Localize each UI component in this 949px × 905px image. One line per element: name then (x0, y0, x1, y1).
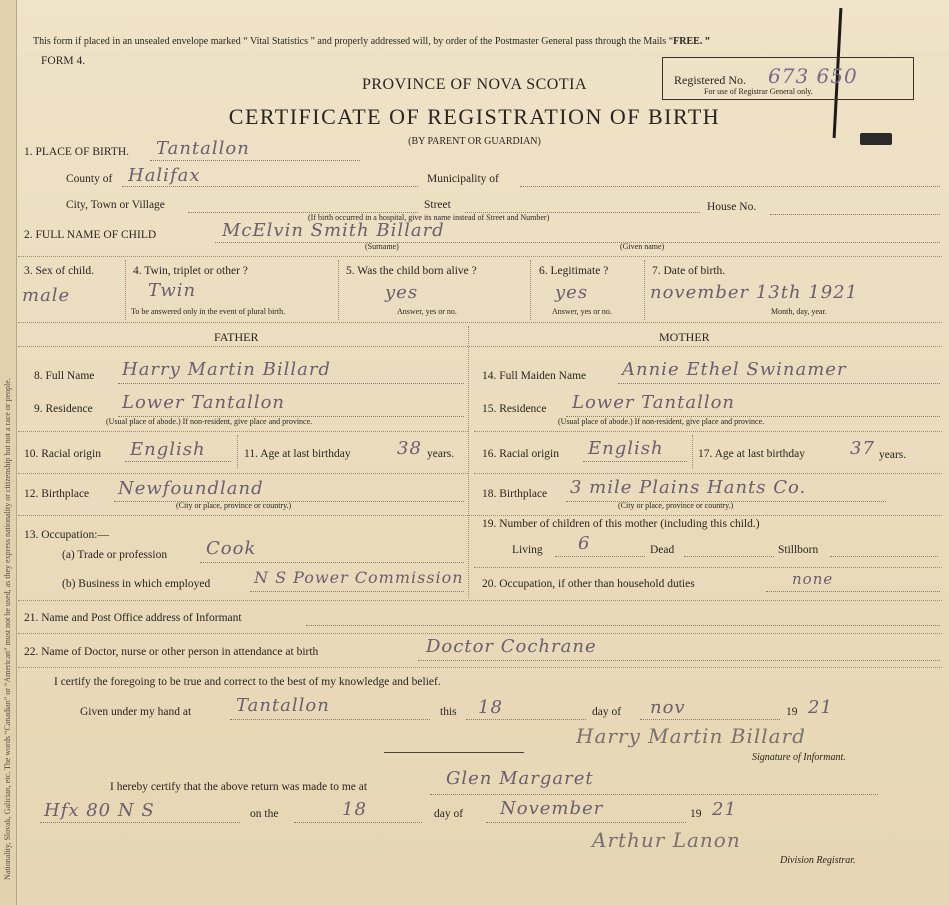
free-label: FREE. ” (673, 36, 710, 47)
form-number: FORM 4. (41, 55, 86, 67)
row-divider (18, 256, 942, 257)
father-racial-line (125, 461, 231, 462)
row-divider (18, 473, 468, 474)
mother-residence-note: (Usual place of abode.) If non-resident, give place and province. (558, 417, 765, 426)
business-line (250, 591, 464, 592)
alive-value: yes (385, 282, 419, 303)
father-birthplace-note: (City or place, province or country.) (176, 501, 292, 510)
certificate-subtitle: (BY PARENT OR GUARDIAN) (408, 136, 541, 147)
mother-occupation-value: none (792, 570, 834, 588)
doctor-value: Doctor Cochrane (426, 636, 597, 657)
trade-label: (a) Trade or profession (62, 549, 168, 561)
registration-ref: Hfx 80 N S (44, 800, 155, 821)
given-month-value: nov (650, 697, 686, 718)
alive-note: Answer, yes or no. (397, 307, 457, 316)
given-name-note: (Given name) (620, 242, 665, 251)
municipality-line (520, 186, 940, 187)
row-divider (474, 473, 942, 474)
on-the-label: on the (250, 808, 279, 820)
this-label: this (440, 706, 457, 718)
father-residence-value: Lower Tantallon (122, 392, 286, 413)
legitimate-label: 6. Legitimate ? (539, 265, 609, 277)
row-divider (18, 600, 942, 601)
registration-year-value: 21 (712, 799, 737, 820)
given-month-line (640, 719, 780, 720)
row-divider (474, 567, 942, 568)
dead-label: Dead (650, 544, 675, 556)
twin-note: To be answered only in the event of plural birth. (131, 307, 286, 316)
dob-label: 7. Date of birth. (652, 265, 726, 277)
informant-line (306, 625, 940, 626)
mother-occupation-label: 20. Occupation, if other than household duties (482, 578, 695, 590)
living-value: 6 (578, 533, 591, 554)
registration-month-line (486, 822, 686, 823)
county-value: Halifax (128, 165, 201, 186)
registered-label: Registered No. (674, 73, 746, 87)
given-year-value: 21 (808, 697, 833, 718)
given-day-value: 18 (478, 697, 503, 718)
living-line (555, 556, 645, 557)
doctor-line (418, 660, 940, 661)
given-place-line (230, 719, 430, 720)
father-name-line (118, 383, 464, 384)
mother-racial-line (583, 461, 687, 462)
year-prefix: 19 (786, 706, 798, 718)
row-divider (474, 431, 942, 432)
dob-value: november 13th 1921 (650, 282, 859, 303)
mother-age-label: 17. Age at last birthday (698, 448, 805, 460)
signature-line (384, 752, 524, 753)
father-racial-value: English (130, 439, 206, 460)
twin-value: Twin (148, 280, 197, 301)
col-divider (692, 435, 693, 469)
father-name-label: 8. Full Name (34, 370, 95, 382)
legitimate-value: yes (555, 282, 589, 303)
registration-day-line (294, 822, 422, 823)
trade-line (200, 562, 464, 563)
mother-name-label: 14. Full Maiden Name (482, 370, 587, 382)
registrar-place-value: Glen Margaret (446, 768, 594, 789)
row-divider (18, 431, 468, 432)
row-divider (18, 515, 942, 516)
mother-name-line (618, 383, 940, 384)
certify-statement: I certify the foregoing to be true and correct to the best of my knowledge and belief. (54, 676, 441, 688)
trade-value: Cook (206, 538, 257, 559)
day-of-label: day of (592, 706, 622, 718)
county-label: County of (66, 173, 113, 185)
registration-ref-line (40, 822, 240, 823)
father-residence-label: 9. Residence (34, 403, 93, 415)
county-line (122, 186, 418, 187)
stamp-mark (860, 133, 892, 145)
mother-name-value: Annie Ethel Swinamer (622, 359, 847, 380)
hospital-note: (If birth occurred in a hospital, give its name instead of Street and Number) (308, 213, 550, 222)
col-divider (125, 260, 126, 320)
child-name-value: McElvin Smith Billard (222, 220, 445, 241)
given-day-line (466, 719, 586, 720)
row-divider (18, 667, 942, 668)
registered-number: 673 650 (768, 64, 858, 88)
children-label: 19. Number of children of this mother (including this child.) (482, 518, 760, 530)
alive-label: 5. Was the child born alive ? (346, 265, 477, 277)
mother-racial-value: English (588, 438, 664, 459)
surname-note: (Surname) (365, 242, 399, 251)
father-age-label: 11. Age at last birthday (244, 448, 351, 460)
row-divider (18, 633, 942, 634)
mother-birthplace-label: 18. Birthplace (482, 488, 548, 500)
living-label: Living (512, 544, 543, 556)
dead-line (684, 556, 774, 557)
signature-label: Signature of Informant. (752, 752, 846, 763)
twin-label: 4. Twin, triplet or other ? (133, 265, 248, 277)
mother-birthplace-note: (City or place, province or country.) (618, 501, 734, 510)
place-line (150, 160, 360, 161)
registrar-statement: I hereby certify that the above return was made to me at (110, 781, 368, 793)
father-birthplace-value: Newfoundland (118, 478, 264, 499)
sex-value: male (22, 285, 71, 306)
parents-divider (468, 326, 469, 598)
father-birthplace-label: 12. Birthplace (24, 488, 90, 500)
given-label: Given under my hand at (80, 706, 192, 718)
father-racial-label: 10. Racial origin (24, 448, 101, 460)
stillborn-label: Stillborn (778, 544, 819, 556)
mother-racial-label: 16. Racial origin (482, 448, 559, 460)
postal-notice (33, 37, 710, 47)
occupation-label: 13. Occupation:— (24, 529, 109, 541)
business-value: N S Power Commission (254, 568, 464, 587)
business-label: (b) Business in which employed (62, 578, 211, 590)
mother-occupation-line (766, 591, 940, 592)
given-place-value: Tantallon (236, 695, 330, 716)
col-divider (237, 435, 238, 469)
stillborn-line (830, 556, 938, 557)
municipality-label: Municipality of (427, 173, 499, 185)
doctor-label: 22. Name of Doctor, nurse or other person in attendance at birth (24, 646, 319, 658)
col-divider (644, 260, 645, 320)
registrar-signature: Arthur Lanon (592, 828, 741, 852)
postal-notice-text: This form if placed in an unsealed envelope marked “ Vital Statistics ” and properly addressed will, by order of the Postmaster General pass through the Mails “ (33, 36, 674, 47)
legitimate-note: Answer, yes or no. (552, 307, 612, 316)
registrar-place-line (430, 794, 878, 795)
father-residence-note: (Usual place of abode.) If non-resident, give place and province. (106, 417, 313, 426)
place-value: Tantallon (156, 138, 250, 159)
house-line (770, 214, 940, 215)
street-label: Street (424, 199, 451, 211)
father-years-label: years. (427, 448, 455, 460)
mother-years-label: years. (879, 449, 907, 461)
mother-residence-label: 15. Residence (482, 403, 547, 415)
city-label: City, Town or Village (66, 199, 165, 211)
col-divider (530, 260, 531, 320)
mother-residence-value: Lower Tantallon (572, 392, 736, 413)
sex-label: 3. Sex of child. (24, 265, 94, 277)
child-name-line (215, 242, 940, 243)
mother-birthplace-value: 3 mile Plains Hants Co. (570, 477, 807, 498)
reg-year-prefix: 19 (690, 808, 702, 820)
father-heading: FATHER (214, 330, 259, 344)
house-label: House No. (707, 201, 757, 213)
child-name-label: 2. FULL NAME OF CHILD (24, 229, 157, 241)
row-divider (18, 322, 942, 323)
registration-day-value: 18 (342, 799, 367, 820)
registrar-note: For use of Registrar General only. (704, 87, 813, 96)
certificate-title: CERTIFICATE OF REGISTRATION OF BIRTH (228, 104, 721, 129)
informant-label: 21. Name and Post Office address of Informant (24, 612, 242, 624)
father-age-value: 38 (397, 438, 422, 459)
mother-heading: MOTHER (659, 330, 710, 344)
registrar-label: Division Registrar. (780, 855, 856, 866)
registration-month-value: November (500, 798, 604, 819)
reg-day-of-label: day of (434, 808, 464, 820)
mother-age-value: 37 (850, 438, 875, 459)
informant-signature: Harry Martin Billard (576, 724, 806, 748)
dob-note: Month, day, year. (771, 307, 827, 316)
father-name-value: Harry Martin Billard (122, 359, 331, 380)
row-divider (18, 346, 942, 347)
province-title: PROVINCE OF NOVA SCOTIA (361, 76, 587, 93)
margin-note: Nationality, Slovak, Galician, etc. The words “Canadian” or “American” must not be used, as they express nationality or citizenship but not a race or people. (3, 378, 12, 880)
col-divider (338, 260, 339, 320)
place-label: 1. PLACE OF BIRTH. (24, 146, 130, 158)
